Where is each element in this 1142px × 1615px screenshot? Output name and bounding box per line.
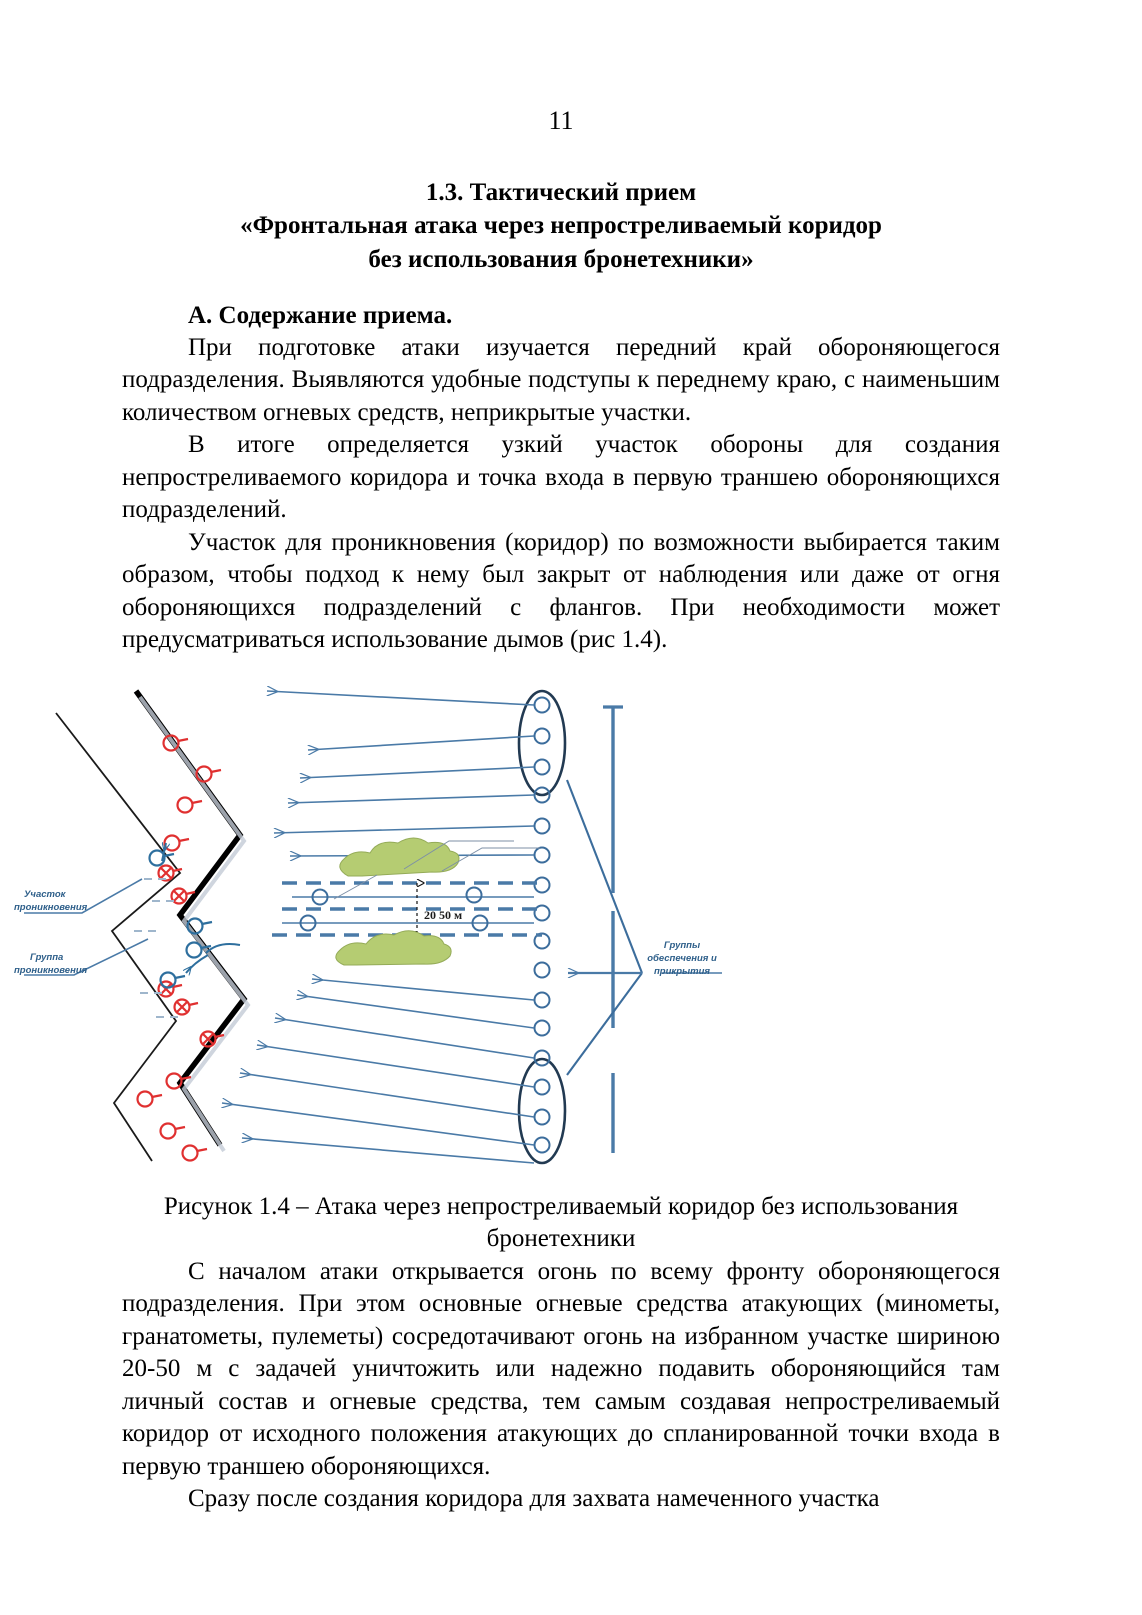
page-number: 11: [548, 106, 574, 135]
defender-mg-4: [165, 835, 190, 850]
start-line-brackets: [603, 707, 623, 1153]
support-groups-line-1: Группы: [663, 939, 701, 951]
figure-1-4: [14, 683, 1000, 1183]
paragraph-1: При подготовке атаки изучается передний край обороняющегося подразделения. Выявляются удобные подступы к переднему краю, с наименьшим количеством огневых средств, неприкрытые участки.: [122, 333, 1000, 426]
support-groups-line-3: прикрытия: [654, 965, 710, 977]
paragraph-3: Участок для проникновения (коридор) по возможности выбирается таким образом, чтобы подход к нему был закрыт от наблюдения или даже от огня обороняющихся подразделений с флангов. При необходимости может предусматриваться использование дымов (рис 1.4).: [122, 528, 1000, 654]
label-support-groups: [647, 940, 717, 977]
assault-group-ellipse-bottom: [519, 1059, 565, 1163]
defender-mg-6: [138, 1091, 163, 1106]
attacker-unit-markers: [535, 697, 550, 1152]
title-line-1: 1.3. Тактический прием: [425, 179, 697, 206]
defender-mg-2: [197, 766, 222, 781]
section-title: [122, 176, 1000, 276]
penetration-group-line-2: проникновения: [14, 964, 88, 976]
figure-caption: [122, 1191, 1000, 1256]
title-line-3: без использования бронетехники»: [368, 245, 754, 273]
vegetation-bushes: [336, 838, 459, 965]
bush-upper: [340, 838, 459, 876]
defense-trench-shadow: [140, 697, 248, 1151]
penetration-group-line-1: Группа: [30, 951, 64, 963]
penetration-area-line-2: проникновения: [14, 901, 88, 913]
defender-mg-8: [183, 1145, 208, 1160]
paragraph-5: Сразу после создания коридора для захвата намеченного участка: [188, 1485, 880, 1513]
page-content: [14, 0, 1000, 1516]
support-groups-line-2: обеспечения и: [647, 952, 717, 964]
paragraph-2: В итоге определяется узкий участок обороны для создания непростреливаемого коридора и точка входа в первую траншею обороняющихся подразделений.: [122, 431, 1000, 524]
title-line-2: «Фронтальная атака через непростреливаемый коридор: [240, 212, 882, 240]
subsection-heading: А. Содержание приема.: [188, 301, 453, 329]
penetration-area-line-1: Участок: [24, 888, 66, 900]
defense-trench-rear-line: [56, 713, 180, 1161]
paragraph-4: С началом атаки открывается огонь по всему фронту обороняющегося подразделения. При этом основные огневые средства атакующих (минометы, гранатометы, пулеметы) сосредотачивают огонь на избранном участке шириною 20-50 м с задачей уничтожить или надежно подавить обороняющийся там личный состав и огневые средства, тем самым создавая непростреливаемый коридор от исходного положения атакующих до спланированной точки входа в первую траншею обороняющихся.: [122, 1257, 1000, 1480]
corridor-width-label: 20 50 м: [424, 907, 463, 922]
corridor-width-dimension: [417, 883, 462, 935]
label-penetration-area: [14, 889, 88, 913]
figure-caption-line-2: бронетехники: [486, 1225, 636, 1253]
corridor-dashed-lines: [272, 883, 542, 935]
defender-mg-7: [161, 1123, 186, 1138]
defender-mg-3: [178, 797, 203, 812]
convergence-lines: [567, 780, 642, 1075]
tactical-diagram: [14, 683, 1000, 1183]
label-penetration-group: [14, 952, 88, 976]
defender-at-4: [175, 999, 199, 1014]
figure-caption-line-1: Рисунок 1.4 – Атака через непростреливаемый коридор без использования: [163, 1192, 959, 1220]
